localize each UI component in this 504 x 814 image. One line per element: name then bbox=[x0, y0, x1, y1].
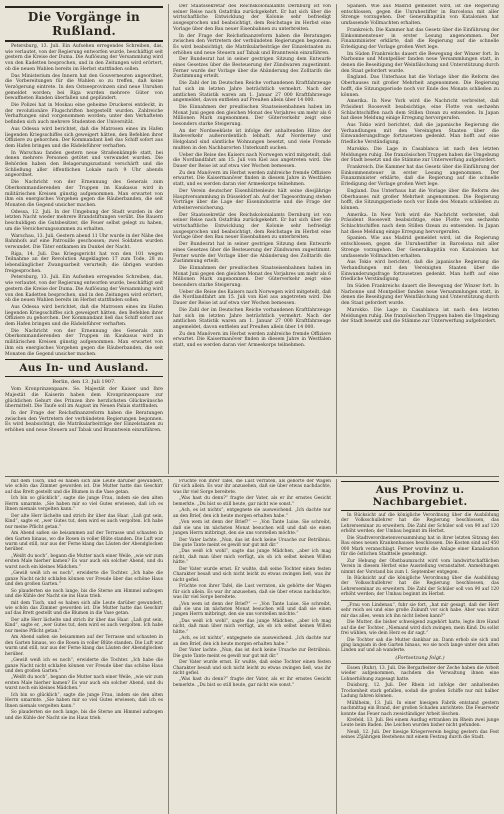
paragraph: „Was hast du denn?“ fragte der Vater, als er ihr ernstes Gesicht bemerkte. „Du bist so still heute, gar nicht wie sonst.“ bbox=[173, 677, 331, 688]
paragraph: „Frau von Lindenau“, fuhr sie fort, „hat mir gesagt, daß der Herr sehr reich sei und eine große Zukunft vor sich habe. Aber was nützt mir das alles, wenn ich ihn nicht lieben kann?“ bbox=[341, 602, 499, 619]
divider bbox=[341, 663, 499, 664]
paragraph: Am Abend saßen sie beisammen auf der Terrasse und schauten in den Garten hinaus, wo die Rosen in voller Blüte standen. Die Luft war warm und still, nur aus der Ferne klang das Läuten der Abendglocken herüber. bbox=[5, 531, 163, 553]
paragraph: Der alte Herr lächelte und strich ihr über das Haar. „Laß gut sein, Kind“, sagte er, „wer Gutes tut, dem wird es auch vergolten. Ich habe nur meine Pflicht getan.“ bbox=[5, 617, 163, 634]
paragraph: Zu den Manövern im Herbst werden zahlreiche fremde Offiziere erwartet. Die Kaisermanöver finden in diesem Jahre in Westfalen statt, und es werden daran vier Armeekorps teilnehmen. bbox=[173, 331, 331, 349]
paragraph: Warschau, 13. Juli. Gestern abend 11 Uhr wurde in der Nähe des Bahnhofs auf eine Patrouille geschossen; zwei Soldaten wurden verwundet. Die Täter entkamen im Dunkel der Nacht. bbox=[5, 233, 163, 250]
paragraph: In der Frage der Reichsfinanzreform haben die Beratungen zwischen den Vertretern der verbündeten Regierungen begonnen. Es wird beabsichtigt, die Matrikularbeiträge der Einzelstaaten zu erhöhen und neue Steuern auf Tabak und Branntwein einzuführen. bbox=[173, 33, 331, 56]
paragraph: Aus Tokio wird berichtet, daß die japanische Regierung die Verhandlungen mit den Vereinigten Staaten über die Einwanderungsfrage fortzusetzen gedenkt. Man hofft auf eine friedliche Verständigung. bbox=[341, 123, 499, 146]
paragraph: „Von wem ist denn der Brief?“ — „Von Tante Luise. Sie schreibt, daß sie uns im nächsten Monat besuchen will und daß sie einen jungen Herrn mitbringt, den sie uns vorstellen möchte.“ bbox=[173, 601, 331, 618]
paragraph: Der Vater wurde ernst. Er wußte, daß seine Tochter einen festen Charakter besaß und sich nicht leicht zu etwas zwingen ließ, was ihr nicht gefiel. bbox=[173, 660, 331, 676]
paragraph: „Weißt du noch“, begann die Mutter nach einer Weile, „wie wir zum ersten Male hierher kamen? Es war auch ein solcher Abend, und du warst noch ein kleines Mädchen.“ bbox=[5, 553, 163, 570]
feuilleton-column-2 bbox=[168, 479, 331, 814]
paragraph: Marokko. Die Lage in Casablanca ist nach den letzten Meldungen ruhig. Die französischen Truppen haben die Umgebung der Stadt besetzt und die Stämme zur Unterwerfung aufgefordert. bbox=[341, 146, 499, 164]
paragraph: Ueber die Reise des Kaisers nach Norwegen wird mitgeteilt, daß die Nordlandfahrt am 15. Juli von Kiel aus angetreten wird. Die Dauer der Reise ist auf etwa vier Wochen bemessen. bbox=[173, 152, 331, 169]
paragraph: Die Einnahmen der preußischen Staatseisenbahnen haben im Monat Juni gegen den gleichen Monat des Vorjahres um mehr als 6 Millionen Mark zugenommen. Der Güterverkehr zeigt eine besonders starke Steigerung. bbox=[173, 265, 331, 289]
paragraph: Im Süden Frankreichs dauert die Bewegung der Winzer fort. In Narbonne und Montpellier fanden neue Versammlungen statt, in denen die Beseitigung der Weinfälschung und Unterstützung durch den Staat gefordert wurde. bbox=[341, 51, 499, 74]
paragraph: Zur Hebung der Obstbaumzucht wird vom landwirtschaftlichen Verein in diesem Herbst eine Ausstellung veranstaltet. Anmeldungen nimmt der Vorstand bis zum 1. September entgegen. bbox=[341, 558, 499, 575]
column-2 bbox=[168, 4, 331, 474]
paragraph: Neuß, 12. Juli. Der hiesige Kriegerverein beging gestern das Fest seines 25jährigen Bestehens mit einem Festzug durch die Stadt. bbox=[341, 729, 499, 741]
paragraph: Amerika. In New York wird die Nachricht verbreitet, daß Präsident Roosevelt beabsichtige, eine Flotte von sechzehn Schlachtschiffen nach dem Stillen Ozean zu entsenden. In Japan hat diese Meldung einige Erregung hervorgerufen. bbox=[341, 212, 499, 235]
headline-provinz: Aus Provinz u. Nachbargebiet. bbox=[341, 481, 499, 511]
paragraph: „Das weiß ich wohl“, sagte das junge Mädchen, „aber ich mag nicht, daß man über mich verfügt, als ob ich selbst keinen Willen hätte.“ bbox=[173, 549, 331, 566]
headline-inland-ausland: Aus In- und Ausland. bbox=[5, 359, 163, 377]
paragraph: In Rücksicht auf die königliche Verordnung über die Ausbildung der Volksschullehrer hat die Regierung beschlossen, das Lehrerseminar zu erweitern. Die Zahl der Schüler soll von 90 auf 120 erhöht werden; der Umbau beginnt im Herbst. bbox=[341, 575, 499, 598]
paragraph: mit dem Tisch, und es haben sich alle Leute darüber gewundert, wie schön das Zimmer geworden ist. Die Mutter hatte das Geschirr auf das Brett gestellt und die Blumen in die Vase getan. bbox=[5, 479, 163, 495]
paragraph: Duisburg, 12. Juli. Der Rhein ist infolge der anhaltenden Trockenheit stark gefallen, sodaß die großen Schiffe nur mit halber Ladung fahren können. bbox=[341, 683, 499, 700]
paragraph: Frankreich. Die Kammer hat das Gesetz über die Einführung der Einkommensteuer in erster Lesung angenommen. Der Finanzminister erklärte, daß die Regierung auf die schnelle Erledigung der Vorlage großen Wert lege. bbox=[341, 164, 499, 188]
paragraph: Aus Tokio wird berichtet, daß die japanische Regierung die Verhandlungen mit den Vereinigten Staaten über die Einwanderungsfrage fortzusetzen gedenkt. Man hofft auf eine friedliche Verständigung. bbox=[341, 260, 499, 283]
russia-article bbox=[5, 44, 163, 357]
paragraph: mit dem Tisch, und es haben sich alle Leute darüber gewundert, wie schön das Zimmer geworden ist. Die Mutter hatte das Geschirr auf das Brett gestellt und die Blumen in die Vase getan. bbox=[5, 600, 163, 617]
paragraph: Das Ministerium des Innern hat den Gouverneuren angeordnet, die Vorbereitungen für die Wahlen so zu treffen, daß keine Verzögerung eintrete. In den Ostseeprovinzen sind neue Unruhen gemeldet worden; bei Riga wurden mehrere Güter von bewaffneten Banden überfallen und geplündert. bbox=[5, 73, 163, 102]
paragraph: Der Vater lachte. „Nun, das ist doch keine Ursache zur Betrübnis. Die gute Tante meint es gewiß nur gut mit dir.“ bbox=[173, 537, 331, 548]
paragraph: Im Süden Frankreichs dauert die Bewegung der Winzer fort. In Narbonne und Montpellier fanden neue Versammlungen statt, in denen die Beseitigung der Weinfälschung und Unterstützung durch den Staat gefordert wurde. bbox=[341, 284, 499, 307]
paragraph: In Warschau fanden gestern neue Straßenkämpfe statt, bei denen mehrere Personen getötet und verwundet wurden. Die Behörden haben den Belagerungszustand verschärft und die Schließung aller öffentlichen Lokale nach 9 Uhr abends angeordnet. bbox=[5, 150, 163, 179]
paragraph: England. Das Unterhaus hat die Vorlage über die Reform des Oberhauses mit großer Mehrheit angenommen. Die Regierung hofft, die Sitzungsperiode noch vor Ende des Monats schließen zu können. bbox=[341, 188, 499, 211]
paragraph: Zu den Manövern im Herbst werden zahlreiche fremde Offiziere erwartet. Die Kaisermanöver finden in diesem Jahre in Westfalen statt, und es werden daran vier Armeekorps teilnehmen. bbox=[173, 170, 331, 188]
paragraph: „Ach, es ist nichts“, entgegnete sie ausweichend. „Ich dachte nur an den Brief, den ich heute morgen erhalten habe.“ bbox=[173, 508, 331, 519]
paragraph: Riga, 14. Juli. Das Kriegsgericht hat von den 101 wegen Teilnahme an der Revolution Angeklagten 17 zum Tode, 28 zu lebenslänglicher Zwangsarbeit verurteilt; die übrigen wurden freigesprochen. bbox=[5, 251, 163, 274]
paragraph: Die Mutter, die bisher schweigend zugehört hatte, legte ihre Hand auf die der Tochter. „Niemand wird dich zwingen, mein Kind. Du sollst frei wählen, wie dein Herz es dir sagt.“ bbox=[341, 620, 499, 637]
paragraph: Die Zahl der im Deutschen Reiche vorhandenen Kraftfahrzeuge hat sich im letzten Jahre beträchtlich vermehrt. Nach der amtlichen Statistik waren am 1. Januar 27 000 Kraftfahrzeuge angemeldet, davon entfielen auf Preußen allein über 14 000. bbox=[173, 81, 331, 104]
paragraph: An der Nordseeküste ist infolge der anhaltenden Hitze der Badeverkehr außerordentlich lebhaft. Auf Norderney und Helgoland sind sämtliche Wohnungen besetzt, und viele Fremde mußten in den Nachbarorten Unterkunft suchen. bbox=[173, 128, 331, 151]
paragraph: Die Nachricht von der Ernennung des Generals zum Oberkommandierenden der Truppen im Kaukasus wird in militärischen Kreisen günstig aufgenommen. Man erwartet von ihm ein energisches Vorgehen gegen die Räuberbanden, die seit Monaten die Gegend unsicher machen. bbox=[5, 180, 163, 208]
dateline-berlin: Berlin, den 13. Juli 1907. bbox=[52, 379, 116, 386]
paragraph: Odessa, 12. Juli. In der Umgebung der Stadt wurden in der letzten Nacht wieder mehrere Brandstiftungen verübt. Die Bauern beschuldigen die Gutsbesitzer, die Feuer selbst gelegt zu haben, um die Versicherungssummen zu erhalten. bbox=[5, 209, 163, 232]
paragraph: Spanien. Wie aus Madrid gemeldet wird, ist die Regierung entschlossen, gegen die Unruhestifter in Barcelona mit aller Strenge vorzugehen. Der Generalkapitän von Katalonien hat umfassende Vollmachten erhalten. bbox=[341, 236, 499, 259]
headline-russia: Die Vorgänge in Rußland. bbox=[5, 6, 163, 42]
paragraph: Die Tochter sah die Mutter dankbar an. Dann erhob sie sich und ging langsam in den Garten hinaus, wo sie noch lange unter den alten Linden auf und ab wanderte. bbox=[341, 637, 499, 654]
paragraph: „Von wem ist denn der Brief?“ — „Von Tante Luise. Sie schreibt, daß sie uns im nächsten Monat besuchen will und daß sie einen jungen Herrn mitbringt, den sie uns vorstellen möchte.“ bbox=[173, 520, 331, 537]
paragraph: Petersburg, 13. Juli. Ein Aufsehen erregendes Schreiben, das, wie verlautet, von der Regierung entworfen wurde, beschäftigt seit gestern die Kreise der Duma. Die Auflösung der Versammlung wird von den Kadetten besprochen, und in den Zeitungen wird erörtert, ob die neuen Wahlen bereits im Herbst stattfinden sollen. bbox=[5, 44, 163, 72]
paragraph: Am Abend saßen sie beisammen auf der Terrasse und schauten in den Garten hinaus, wo die Rosen in voller Blüte standen. Die Luft war warm und still, nur aus der Ferne klang das Läuten der Abendglocken herüber. bbox=[5, 635, 163, 657]
story-continued: (Fortsetzung folgt.) bbox=[395, 654, 445, 661]
paragraph: Der Vater wurde ernst. Er wußte, daß seine Tochter einen festen Charakter besaß und sich nicht leicht zu etwas zwingen ließ, was ihr nicht gefiel. bbox=[173, 566, 331, 583]
paragraph: So plauderten sie noch lange, bis die Sterne am Himmel aufzogen und die Kühle der Nacht sie ins Haus trieb. bbox=[5, 588, 163, 600]
paragraph: Vom Kronprinzenpaare. Se. Majestät der Kaiser und Ihre Majestät die Kaiserin haben dem Kronprinzenpaare zur glücklichen Geburt des Prinzen ihre herzlichsten Glückwünsche übermittelt. Die Taufe soll im August im Neuen Palais stattfinden. bbox=[5, 387, 163, 410]
paragraph: England. Das Unterhaus hat die Vorlage über die Reform des Oberhauses mit großer Mehrheit angenommen. Die Regierung hofft, die Sitzungsperiode noch vor Ende des Monats schließen zu können. bbox=[341, 75, 499, 98]
paragraph: „Das weiß ich wohl“, sagte das junge Mädchen, „aber ich mag nicht, daß man über mich verfügt, als ob ich selbst keinen Willen hätte.“ bbox=[173, 618, 331, 635]
paragraph: Essen (Ruhr), 13. Juli. Die Bergarbeiter der Zeche haben die Arbeit wieder aufgenommen, nachdem die Verwaltung ihnen eine Lohnerhöhung zugesagt hatte. bbox=[341, 665, 499, 682]
paragraph: Die Stadtverordnetenversammlung hat in ihrer letzten Sitzung den Bau eines neuen Krankenhauses beschlossen. Die Kosten sind auf 450 000 Mark veranschlagt. Ferner wurde die Anlage einer Kanalisation für die östlichen Stadtteile genehmigt. bbox=[341, 535, 499, 558]
column-3-lower bbox=[336, 479, 499, 814]
paragraph: „Ach, es ist nichts“, entgegnete sie ausweichend. „Ich dachte nur an den Brief, den ich heute morgen erhalten habe.“ bbox=[173, 636, 331, 647]
paragraph: Die Einnahmen der preußischen Staatseisenbahnen haben im Monat Juni gegen den gleichen Monat des Vorjahres um mehr als 6 Millionen Mark zugenommen. Der Güterverkehr zeigt eine besonders starke Steigerung. bbox=[173, 104, 331, 128]
paragraph: Aus Odessa wird berichtet, daß die Matrosen eines im Hafen liegenden Kriegsschiffes sich geweigert hätten, den Befehlen ihrer Offiziere zu gehorchen. Der Kommandant ließ das Schiff sofort aus dem Hafen bringen und die Rädelsführer verhaften. bbox=[5, 126, 163, 149]
paragraph: Ueber die Reise des Kaisers nach Norwegen wird mitgeteilt, daß die Nordlandfahrt am 15. Juli von Kiel aus angetreten wird. Die Dauer der Reise ist auf etwa vier Wochen bemessen. bbox=[173, 289, 331, 307]
paragraph: „Was hast du denn?“ fragte der Vater, als er ihr ernstes Gesicht bemerkte. „Du bist so still heute, gar nicht wie sonst.“ bbox=[173, 496, 331, 507]
paragraph: „Gewiß weiß ich es noch“, erwiderte die Tochter. „Ich habe die ganze Nacht nicht schlafen können vor Freude über das schöne Haus und den großen Garten.“ bbox=[5, 658, 163, 674]
paragraph: So plauderten sie noch lange, bis die Sterne am Himmel aufzogen und die Kühle der Nacht sie ins Haus trieb. bbox=[5, 710, 163, 721]
divider bbox=[341, 600, 499, 601]
paragraph: Aus Odessa wird berichtet, daß die Matrosen eines im Hafen liegenden Kriegsschiffes sich geweigert hätten, den Befehlen ihrer Offiziere zu gehorchen. Der Kommandant ließ das Schiff sofort aus dem Hafen bringen und die Rädelsführer verhaften. bbox=[5, 304, 163, 328]
paragraph: Die Polizei hat in Moskau eine geheime Druckerei entdeckt, in der revolutionäre Flugschriften hergestellt wurden. Zahlreiche Verhaftungen sind vorgenommen worden; unter den Verhafteten befinden sich auch mehrere Studenten der Universität. bbox=[5, 103, 163, 126]
upper-columns bbox=[5, 4, 499, 474]
paragraph: Der Staatssekretär des Reichskolonialamts Dernburg ist von seiner Reise nach Ostafrika zurückgekehrt. Er hat sich über die wirtschaftliche Entwicklung der Kolonie sehr befriedigt ausgesprochen und beabsichtigt, dem Reichstage im Herbst eine Vorlage über den Bau neuer Eisenbahnen zu unterbreiten. bbox=[173, 212, 331, 241]
paragraph: Der Verein deutscher Eisenhüttenleute hält seine diesjährige Hauptversammlung in Düsseldorf ab. Auf der Tagesordnung stehen Vorträge über die Lage der Eisenindustrie und die Frage der Arbeiterversicherung. bbox=[173, 188, 331, 211]
paragraph: Früchte von ihrer Tafel, die Lust verraten, als gehörte der Wagen für sich allein. Es war ihr anzusehen, daß sie über etwas nachdachte, was ihr viel Sorge bereitete. bbox=[173, 479, 331, 495]
paragraph: Der Bundesrat hat in seiner gestrigen Sitzung dem Entwurfe eines Gesetzes über die Besteuerung der Zündwaren zugestimmt. Ferner wurde der Vorlage über die Abänderung des Zolltarifs die Zustimmung erteilt. bbox=[173, 57, 331, 80]
paragraph: In Rücksicht auf die königliche Verordnung über die Ausbildung der Volksschullehrer hat die Regierung beschlossen, das Lehrerseminar zu erweitern. Die Zahl der Schüler soll von 90 auf 120 erhöht werden; der Umbau beginnt im Herbst. bbox=[341, 513, 499, 535]
paragraph: Amerika. In New York wird die Nachricht verbreitet, daß Präsident Roosevelt beabsichtige, eine Flotte von sechzehn Schlachtschiffen nach dem Stillen Ozean zu entsenden. In Japan hat diese Meldung einige Erregung hervorgerufen. bbox=[341, 99, 499, 122]
paragraph: Krefeld, 13. Juli. Bei einem Ausflug ertranken im Rhein zwei junge Leute beim Baden. Die Leichen wurden bisher nicht gefunden. bbox=[341, 717, 499, 729]
paragraph: Der Vater lachte. „Nun, das ist doch keine Ursache zur Betrübnis. Die gute Tante meint es gewiß nur gut mit dir.“ bbox=[173, 648, 331, 659]
paragraph: Der Bundesrat hat in seiner gestrigen Sitzung dem Entwurfe eines Gesetzes über die Besteuerung der Zündwaren zugestimmt. Ferner wurde der Vorlage über die Abänderung des Zolltarifs die Zustimmung erteilt. bbox=[173, 242, 331, 265]
paragraph: Die Zahl der im Deutschen Reiche vorhandenen Kraftfahrzeuge hat sich im letzten Jahre beträchtlich vermehrt. Nach der amtlichen Statistik waren am 1. Januar 27 000 Kraftfahrzeuge angemeldet, davon entfielen auf Preußen allein über 14 000. bbox=[173, 307, 331, 330]
paragraph: Früchte von ihrer Tafel, die Lust verraten, als gehörte der Wagen für sich allein. Es war ihr anzusehen, daß sie über etwas nachdachte, was ihr viel Sorge bereitete. bbox=[173, 584, 331, 601]
paragraph: „Weißt du noch“, begann die Mutter nach einer Weile, „wie wir zum ersten Male hierher kamen? Es war auch ein solcher Abend, und du warst noch ein kleines Mädchen.“ bbox=[5, 675, 163, 692]
paragraph: Die Nachricht von der Ernennung des Generals zum Oberkommandierenden der Truppen im Kaukasus wird in militärischen Kreisen günstig aufgenommen. Man erwartet von ihm ein energisches Vorgehen gegen die Räuberbanden, die seit Monaten die Gegend unsicher machen. bbox=[5, 328, 163, 357]
feuilleton-column-1 bbox=[5, 479, 163, 814]
paragraph: Spanien. Wie aus Madrid gemeldet wird, ist die Regierung entschlossen, gegen die Unruhestifter in Barcelona mit aller Strenge vorzugehen. Der Generalkapitän von Katalonien hat umfassende Vollmachten erhalten. bbox=[341, 4, 499, 27]
paragraph: In der Frage der Reichsfinanzreform haben die Beratungen zwischen den Vertretern der verbündeten Regierungen begonnen. Es wird beabsichtigt, die Matrikularbeiträge der Einzelstaaten zu erhöhen und neue Steuern auf Tabak und Branntwein einzuführen. bbox=[5, 411, 163, 434]
paragraph: Mühlheim, 13. Juli. In einer hiesigen Fabrik entstand gestern nachmittag ein Brand, der großen Schaden anrichtete. Die Feuerwehr konnte das Feuer nach zweistündiger Arbeit löschen. bbox=[341, 700, 499, 717]
paragraph: Der alte Herr lächelte und strich ihr über das Haar. „Laß gut sein, Kind“, sagte er, „wer Gutes tut, dem wird es auch vergolten. Ich habe nur meine Pflicht getan.“ bbox=[5, 513, 163, 530]
column-3 bbox=[336, 4, 499, 474]
paragraph: Petersburg, 13. Juli. Ein Aufsehen erregendes Schreiben, das, wie verlautet, von der Regierung entworfen wurde, beschäftigt seit gestern die Kreise der Duma. Die Auflösung der Versammlung wird von den Kadetten besprochen, und in den Zeitungen wird erörtert, ob die neuen Wahlen bereits im Herbst stattfinden sollen. bbox=[5, 275, 163, 304]
paragraph: Frankreich. Die Kammer hat das Gesetz über die Einführung der Einkommensteuer in erster Lesung angenommen. Der Finanzminister erklärte, daß die Regierung auf die schnelle Erledigung der Vorlage großen Wert lege. bbox=[341, 27, 499, 50]
paragraph: Der Staatssekretär des Reichskolonialamts Dernburg ist von seiner Reise nach Ostafrika zurückgekehrt. Er hat sich über die wirtschaftliche Entwicklung der Kolonie sehr befriedigt ausgesprochen und beabsichtigt, dem Reichstage im Herbst eine Vorlage über den Bau neuer Eisenbahnen zu unterbreiten. bbox=[173, 4, 331, 32]
paragraph: „Gewiß weiß ich es noch“, erwiderte die Tochter. „Ich habe die ganze Nacht nicht schlafen können vor Freude über das schöne Haus und den großen Garten.“ bbox=[5, 571, 163, 588]
lower-columns bbox=[5, 476, 499, 814]
column-1 bbox=[5, 4, 163, 474]
paragraph: Marokko. Die Lage in Casablanca ist nach den letzten Meldungen ruhig. Die französischen Truppen haben die Umgebung der Stadt besetzt und die Stämme zur Unterwerfung aufgefordert. bbox=[341, 307, 499, 325]
paragraph: Ich bin so glücklich“, sagte die junge Frau, indem sie den alten Herrn umarmte. „Sie haben mir so viel Gutes erwiesen, daß ich es Ihnen niemals vergelten kann.“ bbox=[5, 496, 163, 513]
paragraph: Ich bin so glücklich“, sagte die junge Frau, indem sie den alten Herrn umarmte. „Sie haben mir so viel Gutes erwiesen, daß ich es Ihnen niemals vergelten kann.“ bbox=[5, 692, 163, 709]
